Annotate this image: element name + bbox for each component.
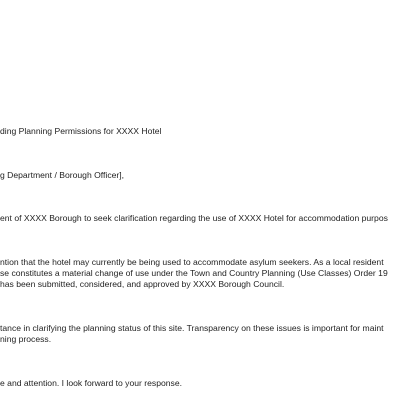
paragraph-2-line-3: has been submitted, considered, and approved by XXXX Borough Council. xyxy=(0,279,285,289)
subject-line: ding Planning Permissions for XXXX Hotel xyxy=(0,126,162,136)
closing-line: e and attention. I look forward to your response. xyxy=(0,378,183,388)
paragraph-3-line-1: tance in clarifying the planning status of this site. Transparency on these issues is important for maint xyxy=(0,323,384,333)
paragraph-2-line-1: ntion that the hotel may currently be being used to accommodate asylum seekers. As a local resident xyxy=(0,257,384,267)
salutation-line: g Department / Borough Officer], xyxy=(0,170,125,180)
paragraph-1-line-1: ent of XXXX Borough to seek clarification regarding the use of XXXX Hotel for accommodation purpos xyxy=(0,213,388,223)
paragraph-2-line-2: se constitutes a material change of use under the Town and Country Planning (Use Classes) Order 19 xyxy=(0,268,388,278)
paragraph-3-line-2: ning process. xyxy=(0,334,52,344)
